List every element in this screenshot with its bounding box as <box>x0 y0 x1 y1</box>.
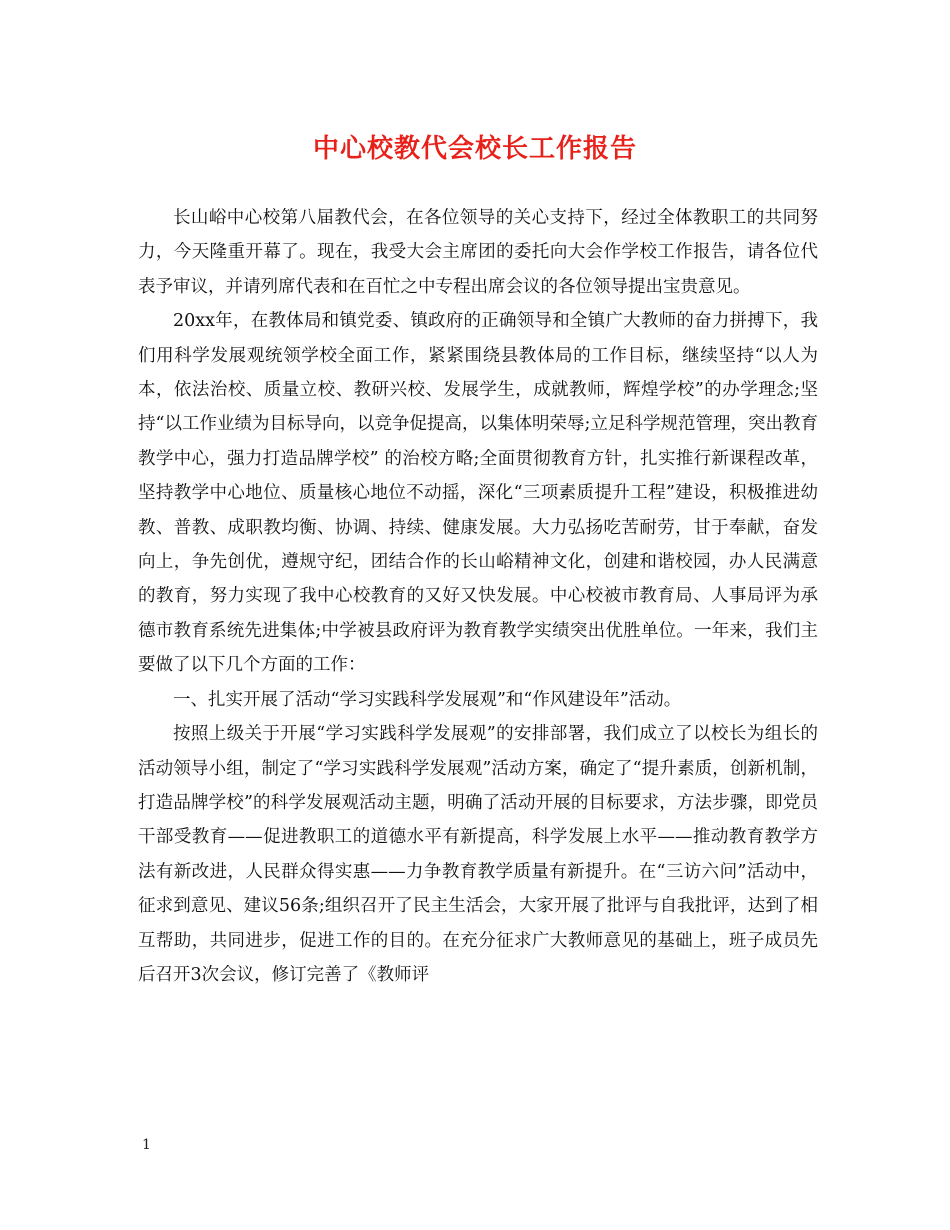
paragraph-annual-review: 20xx年，在教体局和镇党委、镇政府的正确领导和全镇广大教师的奋力拼搏下，我们用科学发展观统领学校全面工作，紧紧围绕县教体局的工作目标，继续坚持“以人为本，依法治校、质量立校、教研兴校、发展学生，成就教师，辉煌学校”的办学理念;坚持“以工作业绩为目标导向，以竞争促提高，以集体明荣辱;立足科学规范管理，突出教育教学中心，强力打造品牌学校” 的治校方略;全面贯彻教育方针，扎实推行新课程改革，坚持教学中心地位、质量核心地位不动摇，深化“三项素质提升工程”建设，积极推进幼教、普教、成职教均衡、协调、持续、健康发展。大力弘扬吃苦耐劳，甘于奉献，奋发向上，争先创优，遵规守纪，团结合作的长山峪精神文化，创建和谐校园，办人民满意的教育，努力实现了我中心校教育的又好又快发展。中心校被市教育局、人事局评为承德市教育系统先进集体;中学被县政府评为教育教学实绩突出优胜单位。一年来，我们主要做了以下几个方面的工作： <box>138 311 818 676</box>
document-title: 中心校教代会校长工作报告 <box>312 134 637 164</box>
page-number: 1 <box>142 1137 151 1153</box>
paragraph-study-practice: 按照上级关于开展“学习实践科学发展观”的安排部署，我们成立了以校长为组长的活动领导小组，制定了“学习实践科学发展观”活动方案，确定了“提升素质，创新机制，打造品牌学校”的科学发展观活动主题，明确了活动开展的目标要求，方法步骤，即党员干部受教育——促进教职工的道德水平有新提高，科学发展上水平——推动教育教学方法有新改进，人民群众得实惠——力争教育教学质量有新提升。在“三访六问”活动中，征求到意见、建议56条;组织召开了民主生活会，大家开展了批评与自我批评，达到了相互帮助，共同进步，促进工作的目的。在充分征求广大教师意见的基础上，班子成员先后召开3次会议，修订完善了《教师评 <box>138 724 818 985</box>
section-heading-one: 一、扎实开展了活动“学习实践科学发展观”和“作风建设年”活动。 <box>173 689 682 710</box>
document-body <box>138 201 818 992</box>
paragraph-opening: 长山峪中心校第八届教代会，在各位领导的关心支持下，经过全体教职工的共同努力，今天隆重开幕了。现在，我受大会主席团的委托向大会作学校工作报告，请各位代表予审议，并请列席代表和在百忙之中专程出席会议的各位领导提出宝贵意见。 <box>138 208 818 297</box>
